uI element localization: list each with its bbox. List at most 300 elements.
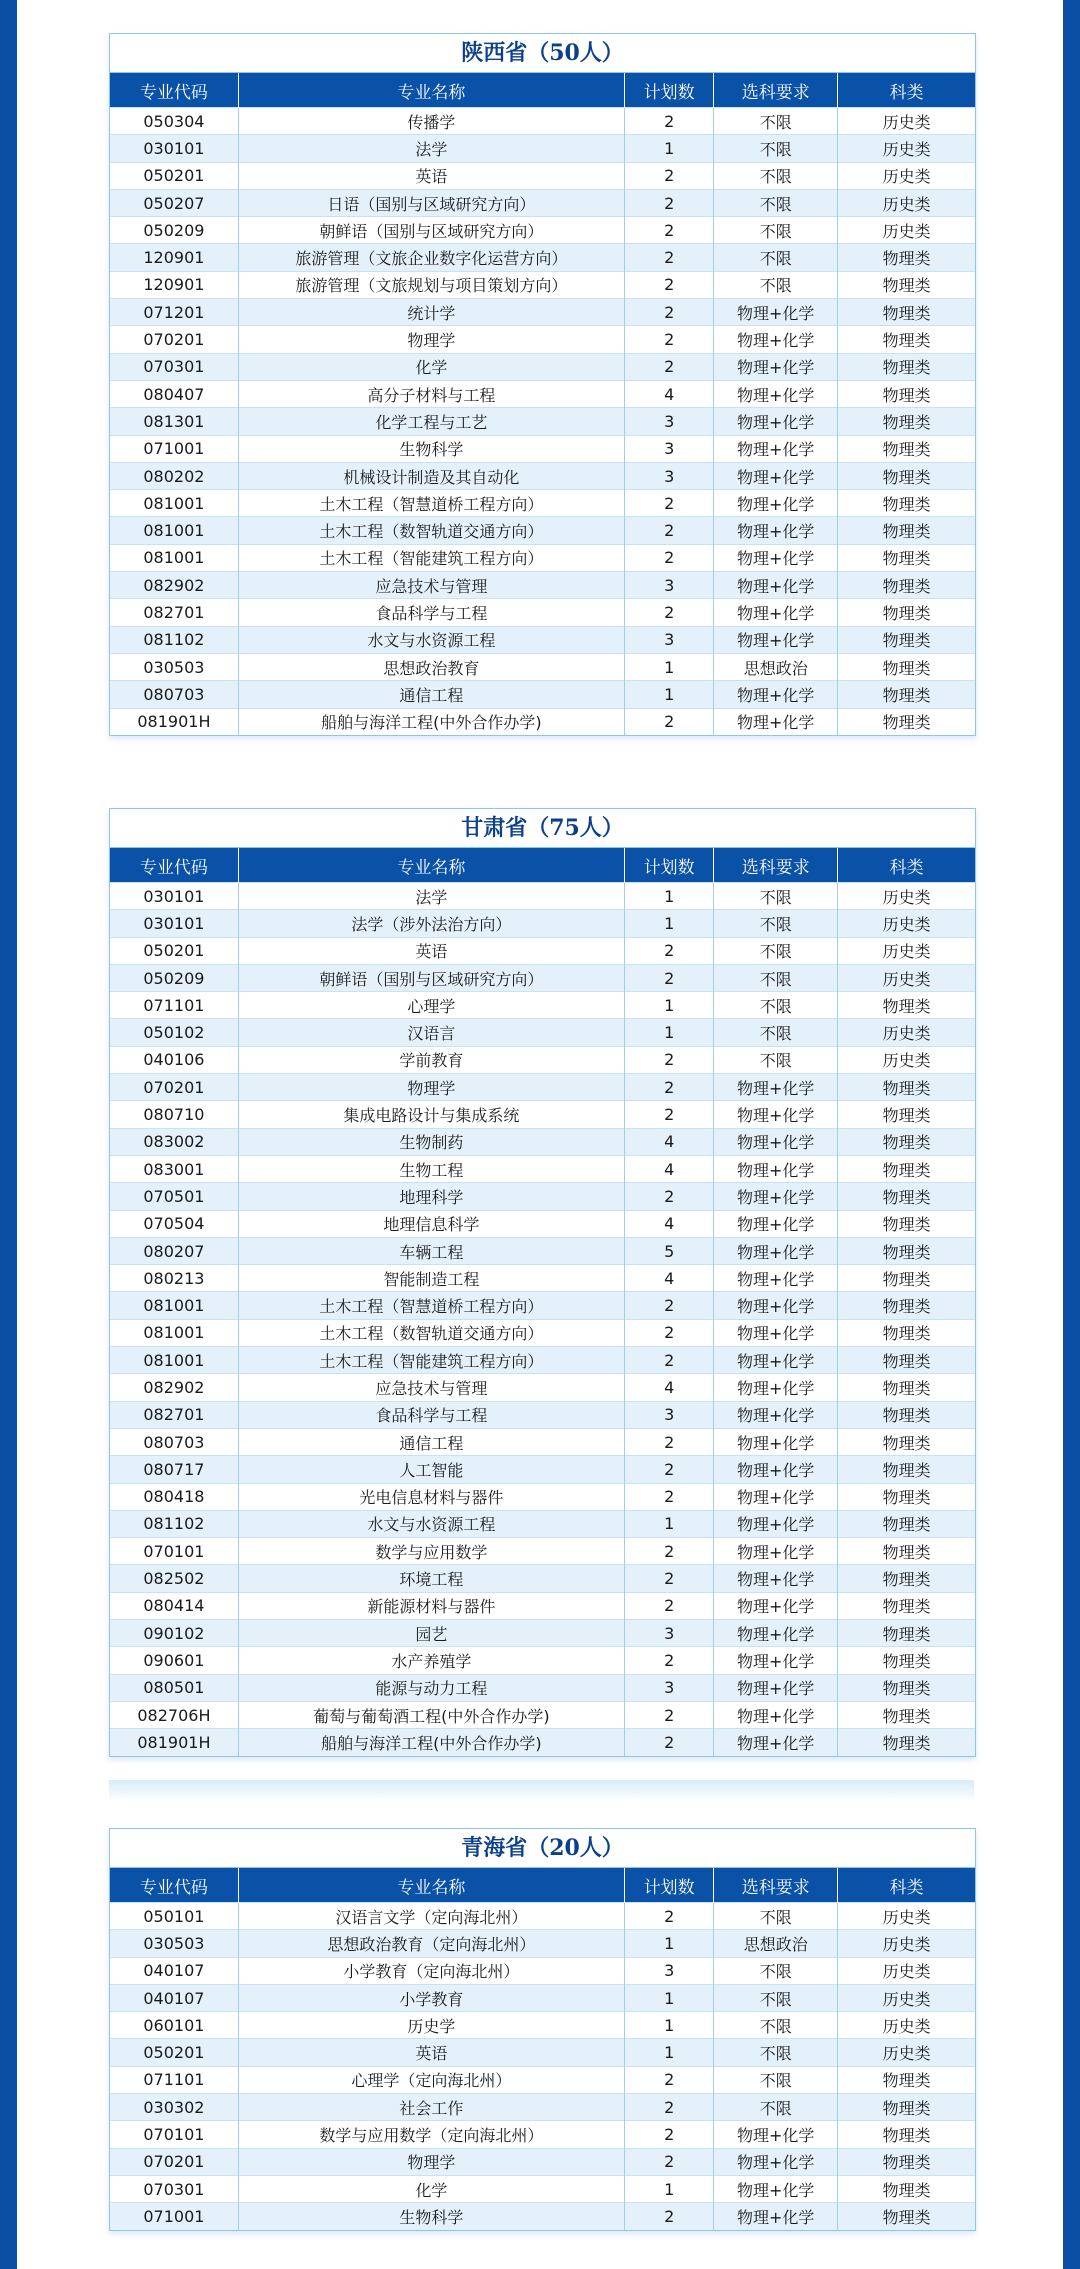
major-name-cell: 船舶与海洋工程(中外合作办学) [238, 708, 624, 735]
table-body [110, 1903, 975, 2230]
major-name-cell: 心理学（定向海北州） [238, 2066, 624, 2093]
subject-requirement-cell: 物理+化学 [714, 1483, 838, 1510]
table-row [110, 1428, 975, 1455]
separator-fade [109, 1780, 974, 1802]
subject-requirement-cell: 物理+化学 [714, 353, 838, 380]
subject-requirement-cell: 不限 [714, 910, 838, 937]
plan-count-cell: 2 [625, 217, 714, 244]
table-row [110, 1347, 975, 1374]
plan-count-cell: 2 [625, 189, 714, 216]
plan-count-cell: 5 [625, 1237, 714, 1264]
subject-requirement-cell: 物理+化学 [714, 490, 838, 517]
major-code-cell: 050201 [110, 937, 238, 964]
table-body [110, 108, 975, 735]
major-name-cell: 园艺 [238, 1620, 624, 1647]
right-border-bar [1063, 0, 1080, 2269]
header-subject-requirement: 选科要求 [714, 848, 838, 883]
section-title: 陕西省（50人） [110, 34, 975, 73]
major-name-cell: 思想政治教育 [238, 653, 624, 680]
plan-count-cell: 2 [625, 1101, 714, 1128]
major-name-cell: 小学教育（定向海北州） [238, 1957, 624, 1984]
category-cell: 历史类 [838, 108, 975, 135]
table-row [110, 937, 975, 964]
table-row [110, 544, 975, 571]
major-code-cell: 050209 [110, 217, 238, 244]
header-subject-requirement: 选科要求 [714, 73, 838, 108]
major-code-cell: 082502 [110, 1565, 238, 1592]
major-code-cell: 090102 [110, 1620, 238, 1647]
plan-count-cell: 4 [625, 1210, 714, 1237]
plan-count-cell: 2 [625, 1592, 714, 1619]
major-code-cell: 070201 [110, 1074, 238, 1101]
category-cell: 历史类 [838, 2012, 975, 2039]
table-row [110, 1456, 975, 1483]
subject-requirement-cell: 物理+化学 [714, 462, 838, 489]
plan-count-cell: 1 [625, 910, 714, 937]
table-row [110, 408, 975, 435]
major-name-cell: 英语 [238, 162, 624, 189]
category-cell: 物理类 [838, 1456, 975, 1483]
major-name-cell: 光电信息材料与器件 [238, 1483, 624, 1510]
major-code-cell: 071101 [110, 992, 238, 1019]
category-cell: 物理类 [838, 1483, 975, 1510]
table-row [110, 1903, 975, 1930]
category-cell: 历史类 [838, 2039, 975, 2066]
major-name-cell: 法学（涉外法治方向） [238, 910, 624, 937]
plan-count-cell: 2 [625, 517, 714, 544]
shaanxi-table [109, 33, 976, 736]
table-row [110, 1074, 975, 1101]
subject-requirement-cell: 不限 [714, 189, 838, 216]
major-name-cell: 应急技术与管理 [238, 572, 624, 599]
subject-requirement-cell: 物理+化学 [714, 1674, 838, 1701]
table-row [110, 1155, 975, 1182]
major-code-cell: 080202 [110, 462, 238, 489]
category-cell: 历史类 [838, 937, 975, 964]
major-code-cell: 081001 [110, 544, 238, 571]
plan-table [110, 1868, 975, 2230]
header-category: 科类 [838, 848, 975, 883]
table-row [110, 353, 975, 380]
category-cell: 物理类 [838, 1155, 975, 1182]
table-row [110, 964, 975, 991]
plan-count-cell: 1 [625, 135, 714, 162]
major-code-cell: 050304 [110, 108, 238, 135]
major-name-cell: 土木工程（智能建筑工程方向） [238, 1347, 624, 1374]
major-name-cell: 汉语言文学（定向海北州） [238, 1903, 624, 1930]
category-cell: 历史类 [838, 1930, 975, 1957]
table-row [110, 2066, 975, 2093]
plan-count-cell: 2 [625, 353, 714, 380]
table-row [110, 1265, 975, 1292]
category-cell: 物理类 [838, 1347, 975, 1374]
plan-count-cell: 2 [625, 544, 714, 571]
table-row [110, 1483, 975, 1510]
plan-count-cell: 2 [625, 1729, 714, 1756]
subject-requirement-cell: 物理+化学 [714, 1374, 838, 1401]
subject-requirement-cell: 思想政治 [714, 653, 838, 680]
category-cell: 物理类 [838, 1128, 975, 1155]
category-cell: 物理类 [838, 1183, 975, 1210]
table-row [110, 135, 975, 162]
major-code-cell: 070504 [110, 1210, 238, 1237]
category-cell: 物理类 [838, 353, 975, 380]
major-name-cell: 食品科学与工程 [238, 1401, 624, 1428]
major-name-cell: 集成电路设计与集成系统 [238, 1101, 624, 1128]
subject-requirement-cell: 物理+化学 [714, 1074, 838, 1101]
plan-count-cell: 2 [625, 490, 714, 517]
subject-requirement-cell: 不限 [714, 1984, 838, 2011]
major-code-cell: 081001 [110, 517, 238, 544]
major-name-cell: 学前教育 [238, 1046, 624, 1073]
category-cell: 物理类 [838, 992, 975, 1019]
table-row [110, 1565, 975, 1592]
major-code-cell: 030503 [110, 653, 238, 680]
table-row [110, 1620, 975, 1647]
table-row [110, 326, 975, 353]
plan-count-cell: 2 [625, 1456, 714, 1483]
table-row [110, 1957, 975, 1984]
table-row [110, 217, 975, 244]
major-code-cell: 120901 [110, 244, 238, 271]
major-code-cell: 050201 [110, 2039, 238, 2066]
major-code-cell: 071001 [110, 435, 238, 462]
major-code-cell: 081102 [110, 1510, 238, 1537]
header-subject-requirement: 选科要求 [714, 1868, 838, 1903]
major-name-cell: 生物科学 [238, 2203, 624, 2230]
plan-count-cell: 4 [625, 380, 714, 407]
subject-requirement-cell: 不限 [714, 244, 838, 271]
major-name-cell: 小学教育 [238, 1984, 624, 2011]
category-cell: 物理类 [838, 1674, 975, 1701]
category-cell: 物理类 [838, 1265, 975, 1292]
table-row [110, 2094, 975, 2121]
header-row [110, 73, 975, 108]
category-cell: 物理类 [838, 517, 975, 544]
major-name-cell: 能源与动力工程 [238, 1674, 624, 1701]
major-code-cell: 070201 [110, 2148, 238, 2175]
plan-count-cell: 1 [625, 1984, 714, 2011]
table-row [110, 1729, 975, 1756]
plan-table [110, 73, 975, 735]
subject-requirement-cell: 不限 [714, 992, 838, 1019]
major-name-cell: 汉语言 [238, 1019, 624, 1046]
subject-requirement-cell: 不限 [714, 937, 838, 964]
major-code-cell: 082706H [110, 1701, 238, 1728]
major-name-cell: 历史学 [238, 2012, 624, 2039]
plan-count-cell: 3 [625, 408, 714, 435]
table-row [110, 2175, 975, 2202]
category-cell: 物理类 [838, 1074, 975, 1101]
major-code-cell: 070301 [110, 353, 238, 380]
major-name-cell: 英语 [238, 2039, 624, 2066]
subject-requirement-cell: 物理+化学 [714, 1265, 838, 1292]
plan-table [110, 848, 975, 1756]
major-name-cell: 法学 [238, 135, 624, 162]
plan-count-cell: 2 [625, 108, 714, 135]
major-code-cell: 040107 [110, 1957, 238, 1984]
plan-count-cell: 3 [625, 435, 714, 462]
plan-count-cell: 2 [625, 244, 714, 271]
major-code-cell: 030101 [110, 883, 238, 910]
left-border-bar [0, 0, 17, 2269]
category-cell: 物理类 [838, 1620, 975, 1647]
subject-requirement-cell: 物理+化学 [714, 1428, 838, 1455]
plan-count-cell: 2 [625, 1347, 714, 1374]
table-row [110, 1183, 975, 1210]
subject-requirement-cell: 物理+化学 [714, 1347, 838, 1374]
category-cell: 历史类 [838, 1984, 975, 2011]
major-code-cell: 071001 [110, 2203, 238, 2230]
subject-requirement-cell: 物理+化学 [714, 599, 838, 626]
table-row [110, 1237, 975, 1264]
plan-count-cell: 2 [625, 162, 714, 189]
major-code-cell: 080418 [110, 1483, 238, 1510]
major-name-cell: 通信工程 [238, 681, 624, 708]
table-row [110, 992, 975, 1019]
major-code-cell: 081001 [110, 490, 238, 517]
major-code-cell: 081102 [110, 626, 238, 653]
major-code-cell: 030503 [110, 1930, 238, 1957]
major-code-cell: 083001 [110, 1155, 238, 1182]
major-name-cell: 水产养殖学 [238, 1647, 624, 1674]
subject-requirement-cell: 物理+化学 [714, 408, 838, 435]
subject-requirement-cell: 物理+化学 [714, 380, 838, 407]
subject-requirement-cell: 不限 [714, 271, 838, 298]
category-cell: 历史类 [838, 1046, 975, 1073]
major-code-cell: 080213 [110, 1265, 238, 1292]
major-name-cell: 数学与应用数学 [238, 1538, 624, 1565]
table-row [110, 1128, 975, 1155]
plan-count-cell: 2 [625, 2203, 714, 2230]
table-body [110, 883, 975, 1756]
subject-requirement-cell: 物理+化学 [714, 681, 838, 708]
category-cell: 历史类 [838, 883, 975, 910]
major-name-cell: 数学与应用数学（定向海北州） [238, 2121, 624, 2148]
subject-requirement-cell: 物理+化学 [714, 1210, 838, 1237]
plan-count-cell: 1 [625, 653, 714, 680]
category-cell: 物理类 [838, 708, 975, 735]
major-code-cell: 050207 [110, 189, 238, 216]
major-code-cell: 030101 [110, 135, 238, 162]
plan-count-cell: 1 [625, 1510, 714, 1537]
plan-count-cell: 2 [625, 2066, 714, 2093]
category-cell: 物理类 [838, 462, 975, 489]
category-cell: 物理类 [838, 1510, 975, 1537]
plan-count-cell: 2 [625, 1565, 714, 1592]
plan-count-cell: 3 [625, 1957, 714, 1984]
header-major-code: 专业代码 [110, 73, 238, 108]
gansu-table [109, 808, 976, 1757]
category-cell: 历史类 [838, 964, 975, 991]
table-row [110, 2121, 975, 2148]
major-name-cell: 水文与水资源工程 [238, 1510, 624, 1537]
major-name-cell: 土木工程（智能建筑工程方向） [238, 544, 624, 571]
plan-count-cell: 3 [625, 626, 714, 653]
major-code-cell: 081901H [110, 708, 238, 735]
subject-requirement-cell: 不限 [714, 2066, 838, 2093]
major-name-cell: 车辆工程 [238, 1237, 624, 1264]
plan-count-cell: 2 [625, 2121, 714, 2148]
major-name-cell: 水文与水资源工程 [238, 626, 624, 653]
subject-requirement-cell: 不限 [714, 1903, 838, 1930]
header-major-name: 专业名称 [238, 1868, 624, 1903]
major-code-cell: 040107 [110, 1984, 238, 2011]
major-code-cell: 080207 [110, 1237, 238, 1264]
major-code-cell: 060101 [110, 2012, 238, 2039]
major-name-cell: 生物工程 [238, 1155, 624, 1182]
category-cell: 物理类 [838, 1237, 975, 1264]
plan-count-cell: 3 [625, 1674, 714, 1701]
major-code-cell: 070501 [110, 1183, 238, 1210]
subject-requirement-cell: 物理+化学 [714, 1237, 838, 1264]
table-row [110, 380, 975, 407]
major-code-cell: 081301 [110, 408, 238, 435]
category-cell: 物理类 [838, 1319, 975, 1346]
major-name-cell: 生物制药 [238, 1128, 624, 1155]
plan-count-cell: 2 [625, 326, 714, 353]
category-cell: 物理类 [838, 1538, 975, 1565]
table-row [110, 1101, 975, 1128]
plan-count-cell: 2 [625, 1701, 714, 1728]
subject-requirement-cell: 不限 [714, 162, 838, 189]
major-code-cell: 080717 [110, 1456, 238, 1483]
table-row [110, 490, 975, 517]
header-plan-count: 计划数 [625, 1868, 714, 1903]
major-name-cell: 思想政治教育（定向海北州） [238, 1930, 624, 1957]
category-cell: 物理类 [838, 2203, 975, 2230]
subject-requirement-cell: 物理+化学 [714, 517, 838, 544]
subject-requirement-cell: 不限 [714, 2012, 838, 2039]
subject-requirement-cell: 物理+化学 [714, 1155, 838, 1182]
subject-requirement-cell: 不限 [714, 1019, 838, 1046]
header-category: 科类 [838, 1868, 975, 1903]
plan-count-cell: 4 [625, 1155, 714, 1182]
category-cell: 物理类 [838, 2121, 975, 2148]
table-row [110, 189, 975, 216]
major-name-cell: 法学 [238, 883, 624, 910]
major-code-cell: 070101 [110, 2121, 238, 2148]
category-cell: 物理类 [838, 1374, 975, 1401]
plan-count-cell: 4 [625, 1265, 714, 1292]
table-row [110, 1510, 975, 1537]
category-cell: 历史类 [838, 217, 975, 244]
plan-count-cell: 4 [625, 1374, 714, 1401]
subject-requirement-cell: 物理+化学 [714, 1510, 838, 1537]
category-cell: 物理类 [838, 544, 975, 571]
major-name-cell: 物理学 [238, 326, 624, 353]
table-row [110, 599, 975, 626]
category-cell: 历史类 [838, 189, 975, 216]
subject-requirement-cell: 思想政治 [714, 1930, 838, 1957]
major-name-cell: 土木工程（数智轨道交通方向） [238, 1319, 624, 1346]
major-name-cell: 化学 [238, 353, 624, 380]
category-cell: 物理类 [838, 1647, 975, 1674]
subject-requirement-cell: 物理+化学 [714, 1292, 838, 1319]
major-name-cell: 智能制造工程 [238, 1265, 624, 1292]
header-major-name: 专业名称 [238, 73, 624, 108]
plan-count-cell: 3 [625, 462, 714, 489]
plan-count-cell: 3 [625, 1620, 714, 1647]
section-title: 青海省（20人） [110, 1829, 975, 1868]
category-cell: 物理类 [838, 1428, 975, 1455]
category-cell: 物理类 [838, 1210, 975, 1237]
subject-requirement-cell: 物理+化学 [714, 1565, 838, 1592]
subject-requirement-cell: 物理+化学 [714, 1401, 838, 1428]
table-row [110, 2148, 975, 2175]
major-name-cell: 统计学 [238, 299, 624, 326]
table-row [110, 1930, 975, 1957]
plan-count-cell: 2 [625, 937, 714, 964]
major-name-cell: 机械设计制造及其自动化 [238, 462, 624, 489]
table-row [110, 883, 975, 910]
major-code-cell: 080501 [110, 1674, 238, 1701]
major-name-cell: 食品科学与工程 [238, 599, 624, 626]
plan-count-cell: 1 [625, 1019, 714, 1046]
table-row [110, 626, 975, 653]
plan-count-cell: 1 [625, 681, 714, 708]
header-row [110, 848, 975, 883]
major-code-cell: 080710 [110, 1101, 238, 1128]
category-cell: 历史类 [838, 910, 975, 937]
table-row [110, 299, 975, 326]
category-cell: 物理类 [838, 435, 975, 462]
category-cell: 物理类 [838, 490, 975, 517]
table-row [110, 2012, 975, 2039]
subject-requirement-cell: 物理+化学 [714, 544, 838, 571]
table-row [110, 108, 975, 135]
category-cell: 物理类 [838, 2066, 975, 2093]
header-major-name: 专业名称 [238, 848, 624, 883]
major-code-cell: 081001 [110, 1319, 238, 1346]
major-code-cell: 070201 [110, 326, 238, 353]
table-row [110, 435, 975, 462]
category-cell: 物理类 [838, 572, 975, 599]
major-name-cell: 朝鲜语（国别与区域研究方向） [238, 217, 624, 244]
subject-requirement-cell: 不限 [714, 217, 838, 244]
table-row [110, 1674, 975, 1701]
subject-requirement-cell: 不限 [714, 2039, 838, 2066]
subject-requirement-cell: 物理+化学 [714, 1729, 838, 1756]
subject-requirement-cell: 不限 [714, 1957, 838, 1984]
major-code-cell: 050102 [110, 1019, 238, 1046]
subject-requirement-cell: 不限 [714, 1046, 838, 1073]
plan-count-cell: 1 [625, 2012, 714, 2039]
category-cell: 物理类 [838, 299, 975, 326]
subject-requirement-cell: 物理+化学 [714, 1620, 838, 1647]
plan-count-cell: 4 [625, 1128, 714, 1155]
subject-requirement-cell: 不限 [714, 883, 838, 910]
plan-count-cell: 2 [625, 1292, 714, 1319]
major-name-cell: 人工智能 [238, 1456, 624, 1483]
header-major-code: 专业代码 [110, 1868, 238, 1903]
category-cell: 物理类 [838, 2094, 975, 2121]
table-row [110, 708, 975, 735]
major-name-cell: 心理学 [238, 992, 624, 1019]
category-cell: 历史类 [838, 135, 975, 162]
subject-requirement-cell: 物理+化学 [714, 1101, 838, 1128]
section-title: 甘肃省（75人） [110, 809, 975, 848]
subject-requirement-cell: 物理+化学 [714, 1128, 838, 1155]
plan-count-cell: 2 [625, 964, 714, 991]
subject-requirement-cell: 不限 [714, 2094, 838, 2121]
plan-count-cell: 1 [625, 992, 714, 1019]
table-row [110, 517, 975, 544]
plan-count-cell: 1 [625, 2039, 714, 2066]
subject-requirement-cell: 物理+化学 [714, 435, 838, 462]
category-cell: 物理类 [838, 1565, 975, 1592]
major-name-cell: 土木工程（数智轨道交通方向） [238, 517, 624, 544]
